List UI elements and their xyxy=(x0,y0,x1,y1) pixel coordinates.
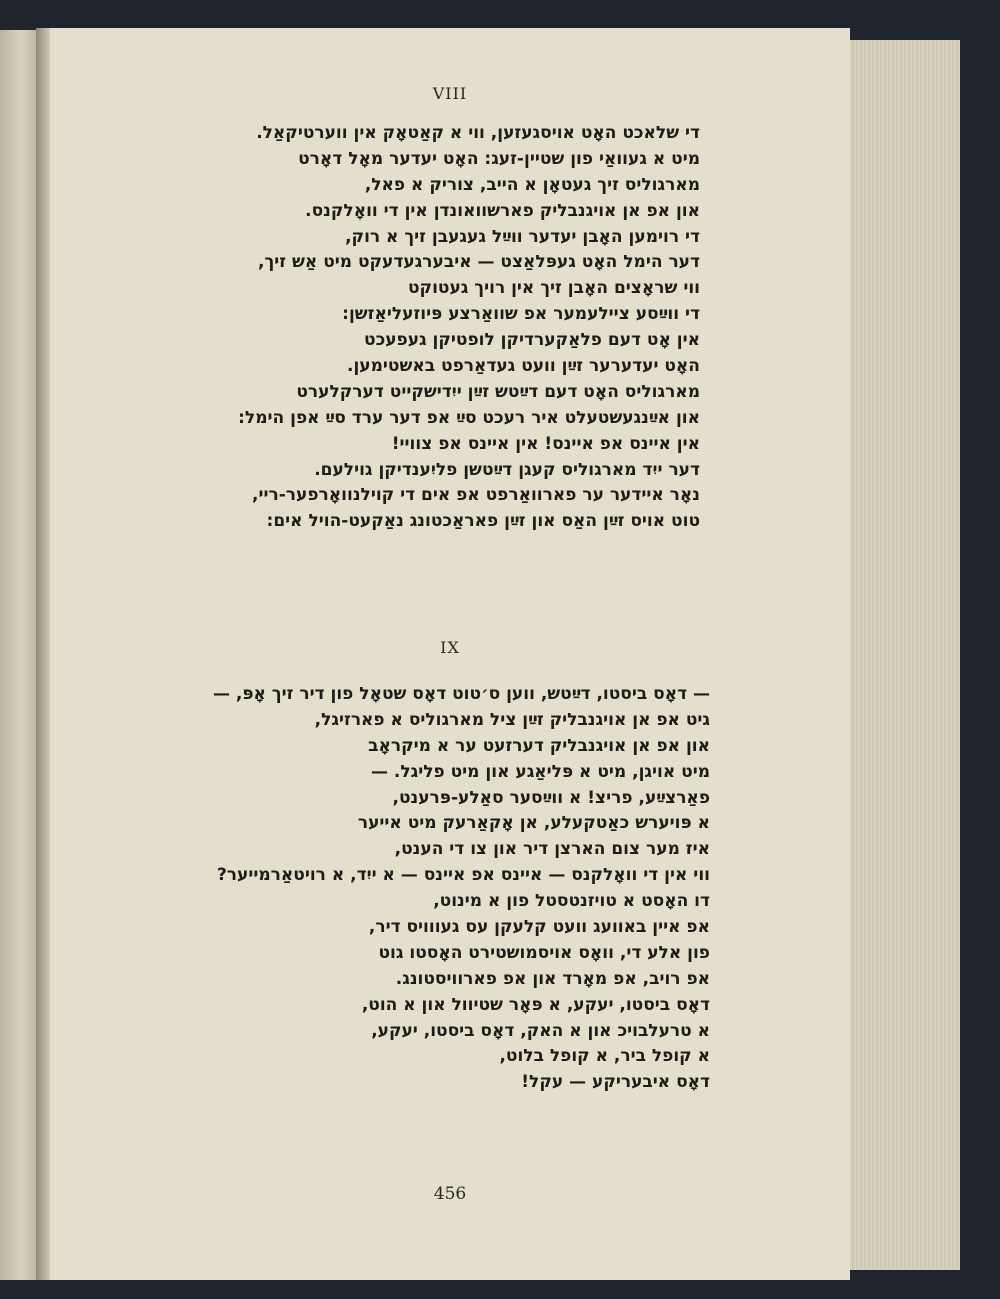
section-number-ix: IX xyxy=(440,638,460,657)
poem-line: דאָס איבעריקע — עקל! xyxy=(521,1072,710,1093)
poem-line: אין אָט דעם פלאַקערדיקן לופטיקן געפעכט xyxy=(364,330,700,351)
poem-line: אפ איין באוועג וועט קלעקן עס געווויס דיר, xyxy=(368,917,710,938)
poem-line: דו האָסט א טויזנטסטל פון א מינוט, xyxy=(433,891,710,912)
section-number-viii: VIII xyxy=(432,84,468,103)
poem-line: די רוימען האָבן יעדער ווײַל געגעבן זיך א רוק, xyxy=(345,226,700,247)
poem-line: אין איינס אפ איינס! אין איינס אפ צוויי! xyxy=(391,433,700,454)
poem-line: מארגוליס האָט דעם דײַטש זײַן ייִדישקייט דערקלערט xyxy=(296,381,700,402)
section-viii-text xyxy=(130,121,700,535)
poem-line: א טרעלבויכ און א האק, דאָס ביסטו, יעקע, xyxy=(371,1020,710,1041)
poem-line: איז מער צום הארצן דיר און צו די הענט, xyxy=(394,839,710,860)
poem-line: מיט אויגן, מיט א פּליאַגע און מיט פליגל. — xyxy=(370,761,710,782)
poem-line: נאָר איידער ער פארוואַרפט אפ אים די קוילנוואָרפער-ריי, xyxy=(252,485,700,506)
book-gutter xyxy=(36,28,50,1280)
page-stack-edge xyxy=(850,40,960,1270)
poem-line: אפ רויב, אפ מאָרד און אפ פארוויסטונג. xyxy=(395,968,710,989)
section-ix-text xyxy=(110,682,710,1096)
poem-line: א פּויערש כאַטקעלע, אן אָקאַרעק מיט אייער xyxy=(357,813,710,834)
poem-line: דער ייִד מארגוליס קעגן דײַטשן פליִענדיקן גוילעם. xyxy=(314,459,700,480)
poem-line: מיט א געוואַי פון שטיין-זעג: האָט יעדער מאָל דאָרט xyxy=(298,148,700,169)
poem-line: און אײַנגעשטעלט איר רעכט סײַ אפ דער ערד סײַ אפן הימל: xyxy=(238,407,700,428)
poem-line: א קופל ביר, א קופל בלוט, xyxy=(499,1046,710,1067)
poem-line: ווי שראָצים האָבן זיך אין רויך געטוקט xyxy=(408,278,700,299)
poem-line: די שלאכט האָט אויסגעזען, ווי א קאַטאָק אין ווערטיקאַל. xyxy=(256,123,700,143)
poem-line: פון אלע די, וואָס אויסמושטירט האָסטו גוט xyxy=(378,942,710,963)
poem-line: און אפ אן אויגנבליק פארשוואונדן אין די וואָלקנס. xyxy=(305,200,700,221)
poem-line: די ווײַסע ציילעמער אפ שוואַרצע פּיוזעליאַזשן: xyxy=(342,304,700,325)
page-number: 456 xyxy=(433,1184,467,1204)
poem-line: און אפ אן אויגנבליק דערזעט ער א מיקראָב xyxy=(368,735,710,756)
poem-line: פאַרצײַע, פריצ! א ווײַסער סאַלע-פּרענט, xyxy=(392,787,710,808)
poem-line: דער הימל האָט געפּלאַצט — איבערגעדעקט מיט אַש זיך, xyxy=(258,252,700,273)
poem-line: מארגוליס זיך געטאָן א הייב, צוריק א פאל, xyxy=(364,174,700,195)
poem-line: ווי אין די וואָלקנס — איינס אפ איינס — א ייִד, א רויטאַרמייער? xyxy=(216,865,710,886)
poem-line: דאָס ביסטו, יעקע, א פּאָר שטיוול און א הוט, xyxy=(361,994,710,1015)
poem-line: גיט אפ אן אויגנבליק זײַן ציל מארגוליס א פארזיגל, xyxy=(314,709,710,730)
poem-line: האָט יעדערער זײַן וועט געדאַרפט באשטימען. xyxy=(347,356,700,377)
poem-line: — דאָס ביסטו, דײַטש, ווען ס׳טוט דאָס שטאָל פון דיר זיך אָפּ, — xyxy=(212,684,710,704)
previous-page-edge xyxy=(0,30,36,1280)
poem-line: טוט אויס זײַן האַס און זײַן פאראַכטונג נאַקעט-הויל אים: xyxy=(266,511,700,532)
